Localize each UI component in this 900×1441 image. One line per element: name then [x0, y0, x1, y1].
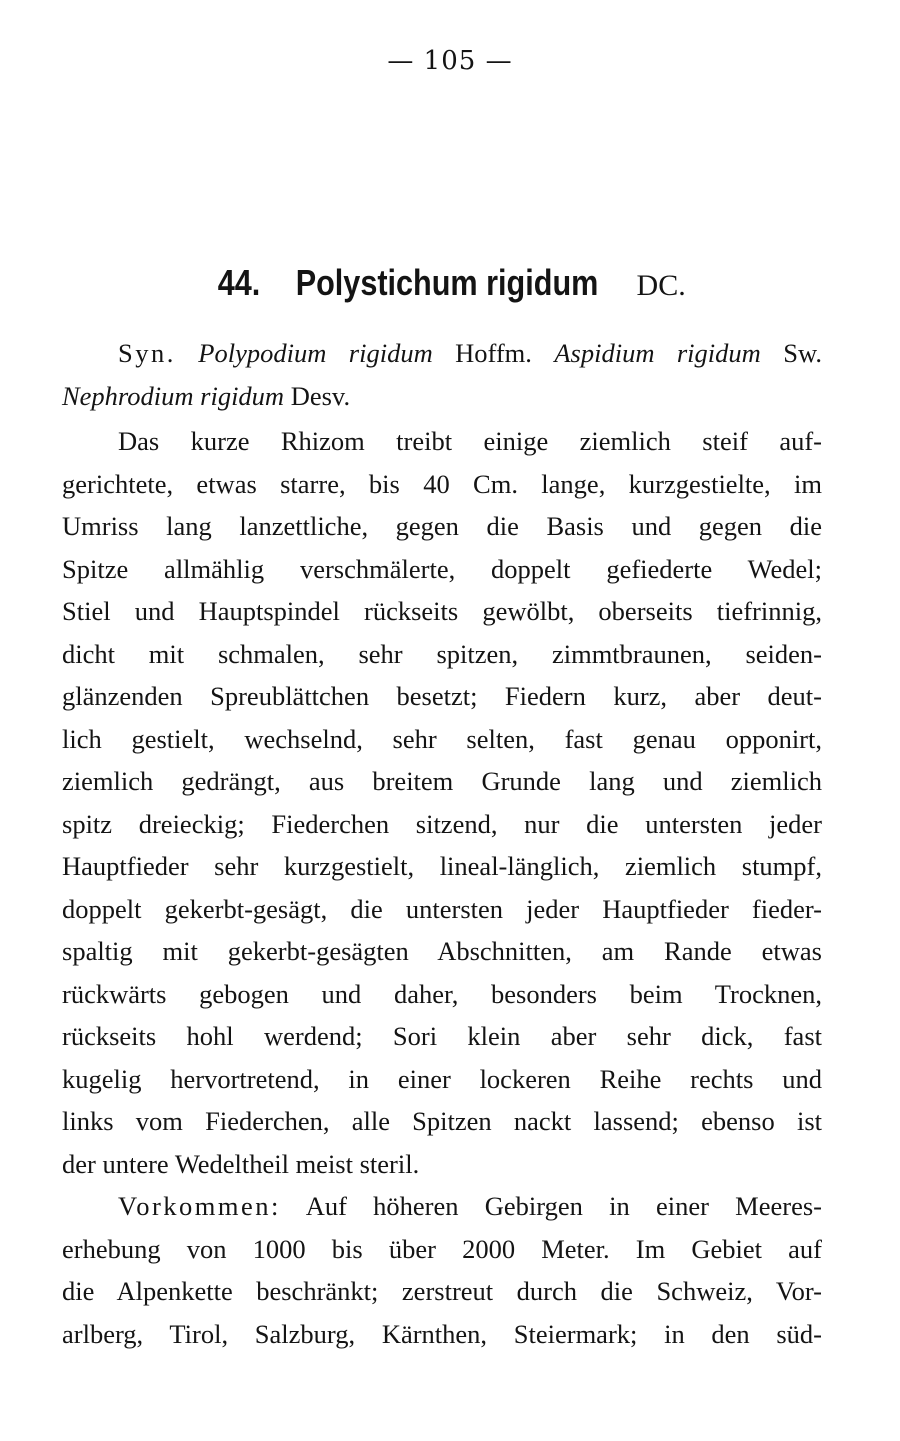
description-line: der untere Wedeltheil meist steril.: [62, 1148, 420, 1179]
synonyms-paragraph: [62, 332, 822, 417]
species-author: DC.: [636, 269, 686, 302]
occurrence-paragraph: [62, 1185, 822, 1355]
description-line: lich gestielt, wechselnd, sehr selten, fast genau opponirt,: [62, 723, 822, 754]
synonym-1-author: Hoffm.: [455, 338, 532, 368]
occurrence-line: arlberg, Tirol, Salzburg, Kärnthen, Steiermark; in den süd-: [62, 1318, 822, 1349]
species-name: Polystichum rigidum: [296, 262, 599, 303]
synonyms-line-2: [62, 375, 822, 418]
synonym-3-name: Nephrodium rigidum: [62, 380, 285, 411]
synonyms-label: Syn.: [118, 338, 176, 368]
description-line: glänzenden Spreublättchen besetzt; Fiedern kurz, aber deut-: [62, 681, 822, 711]
description-line: rückseits hohl werdend; Sori klein aber sehr dick, fast: [62, 1021, 822, 1051]
description-line: dicht mit schmalen, sehr spitzen, zimmtbraunen, seiden-: [62, 638, 822, 669]
description-paragraph: [62, 420, 822, 1185]
occurrence-line-1: [62, 1185, 822, 1228]
description-line: Spitze allmählig verschmälerte, doppelt gefiederte Wedel;: [62, 553, 822, 584]
description-line: ziemlich gedrängt, aus breitem Grunde lang und ziemlich: [62, 766, 822, 796]
synonym-2-author: Sw.: [783, 338, 823, 368]
occurrence-line: erhebung von 1000 bis über 2000 Meter. Im Gebiet auf: [62, 1233, 822, 1264]
synonym-1-name: Polypodium rigidum: [198, 338, 433, 368]
description-line: kugelig hervortretend, in einer lockeren Reihe rechts und: [62, 1063, 822, 1094]
description-line: spitz dreieckig; Fiederchen sitzend, nur die untersten jeder: [62, 808, 822, 839]
description-line: doppelt gekerbt-gesägt, die untersten jeder Hauptfieder fieder-: [62, 893, 822, 924]
description-line: Hauptfieder sehr kurzgestielt, lineal-länglich, ziemlich stumpf,: [62, 851, 822, 881]
description-line: rückwärts gebogen und daher, besonders beim Trocknen,: [62, 978, 822, 1009]
page-number: — 105 —: [387, 46, 513, 76]
description-line: spaltig mit gekerbt-gesägten Abschnitten, am Rande etwas: [62, 936, 822, 966]
description-line: Umriss lang lanzettliche, gegen die Basis und gegen die: [62, 511, 822, 541]
synonym-2-name: Aspidium rigidum: [554, 338, 761, 368]
species-number: 44.: [218, 262, 261, 303]
occurrence-line-1-text: Auf höheren Gebirgen in einer Meeres-: [305, 1191, 822, 1221]
description-line: gerichtete, etwas starre, bis 40 Cm. lange, kurzgestielte, im: [62, 468, 822, 499]
description-line: Das kurze Rhizom treibt einige ziemlich steif auf-: [118, 426, 822, 456]
description-line: links vom Fiederchen, alle Spitzen nackt lassend; ebenso ist: [62, 1106, 822, 1136]
synonyms-line-1: [62, 332, 822, 375]
occurrence-label: Vorkommen:: [118, 1191, 281, 1221]
section-heading: [0, 262, 900, 304]
description-line: Stiel und Hauptspindel rückseits gewölbt, oberseits tiefrinnig,: [62, 596, 822, 626]
synonym-3-author: Desv.: [290, 380, 351, 411]
occurrence-line: die Alpenkette beschränkt; zerstreut durch die Schweiz, Vor-: [62, 1276, 822, 1306]
